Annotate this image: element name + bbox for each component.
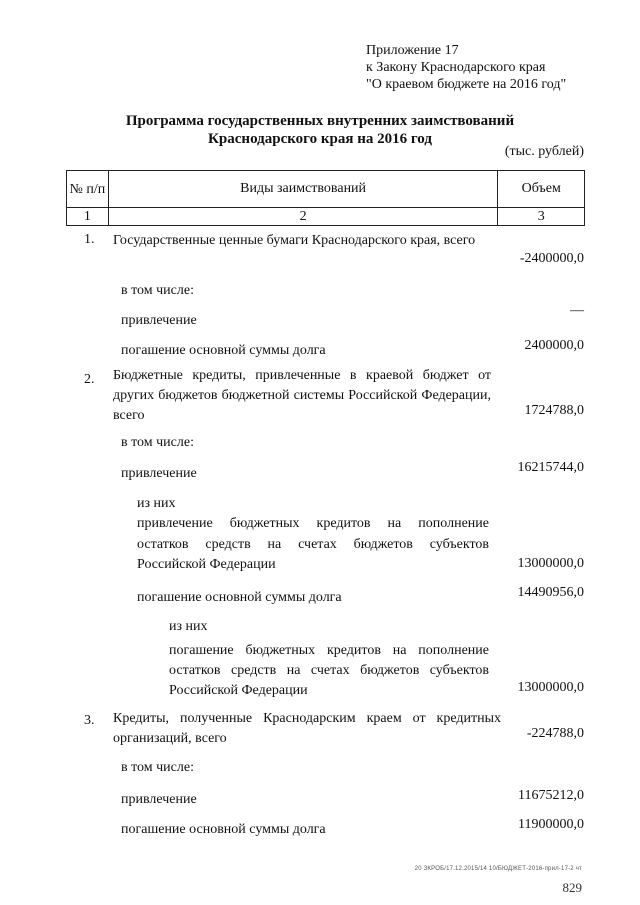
section-3-attract-value: 11675212,0	[518, 788, 584, 803]
section-2-attract-sub-text: привлечение бюджетных кредитов на пополнение остатков средств на счетах бюджетов субъектов Российской Федерации	[137, 516, 489, 572]
section-1-attract-label: привлечение	[121, 313, 197, 328]
header-index-3: 3	[498, 208, 585, 226]
section-3-including: в том числе:	[121, 760, 194, 775]
section-2-attract-value: 16215744,0	[517, 460, 584, 475]
header-number: № п/п	[67, 171, 109, 208]
appendix-line-1: Приложение 17	[366, 43, 459, 58]
section-2-including: в том числе:	[121, 435, 194, 450]
header-index-2: 2	[108, 208, 498, 226]
title-line-2: Краснодарского края на 2016 год	[208, 131, 432, 147]
title-line-1: Программа государственных внутренних заимствований	[125, 113, 515, 129]
page-number: 829	[562, 880, 582, 895]
section-2-value: 1724788,0	[524, 403, 584, 418]
section-2-of-them-2: из них	[169, 619, 208, 634]
section-3-attract-label: привлечение	[121, 792, 197, 807]
section-2-attract-sub-value: 13000000,0	[517, 556, 584, 571]
section-2-repay-sub-text: погашение бюджетных кредитов на пополнение остатков средств на счетах бюджетов субъектов Российской Федерации	[169, 643, 489, 698]
appendix-line-2: к Закону Краснодарского края	[366, 60, 546, 75]
header-index-1: 1	[67, 208, 109, 226]
appendix-heading	[366, 42, 566, 93]
section-1-attract-value: —	[570, 303, 584, 318]
section-1-text: Государственные ценные бумаги Краснодарского края, всего	[113, 233, 476, 248]
header-borrowing-type: Виды заимствований	[108, 171, 498, 208]
table-header	[66, 170, 585, 226]
section-3-text: Кредиты, полученные Краснодарским краем от кредитных организаций, всего	[113, 711, 501, 746]
units-label: (тыс. рублей)	[504, 144, 584, 159]
document-title	[0, 112, 640, 148]
section-2-repay-sub-value: 13000000,0	[517, 680, 584, 695]
appendix-line-3: "О краевом бюджете на 2016 год"	[366, 77, 567, 92]
section-1-including: в том числе:	[121, 283, 194, 298]
footer-document-code: 20 ЗКРОБ/17.12.2015/14 10/БЮДЖЕТ-2016-прил-17-2 чт	[414, 866, 582, 872]
section-2-repay-value: 14490956,0	[517, 585, 584, 600]
section-3-repay-label: погашение основной суммы долга	[121, 822, 326, 837]
section-3-value: -224788,0	[526, 726, 584, 741]
section-1-repay-label: погашение основной суммы долга	[121, 343, 326, 358]
section-3-repay-value: 11900000,0	[518, 817, 584, 832]
section-2-of-them-1: из них	[137, 496, 176, 511]
section-1-value: -2400000,0	[519, 251, 584, 266]
section-1-repay-value: 2400000,0	[524, 338, 584, 353]
section-1-number: 1.	[84, 232, 95, 247]
section-2-repay-label: погашение основной суммы долга	[137, 590, 342, 605]
section-2-attract-label: привлечение	[121, 466, 197, 481]
section-3-number: 3.	[84, 713, 95, 728]
header-volume: Объем	[498, 171, 585, 208]
section-2-text: Бюджетные кредиты, привлеченные в краевой бюджет от других бюджетов бюджетной системы Российской Федерации, всего	[113, 368, 491, 423]
section-2-number: 2.	[84, 372, 95, 387]
